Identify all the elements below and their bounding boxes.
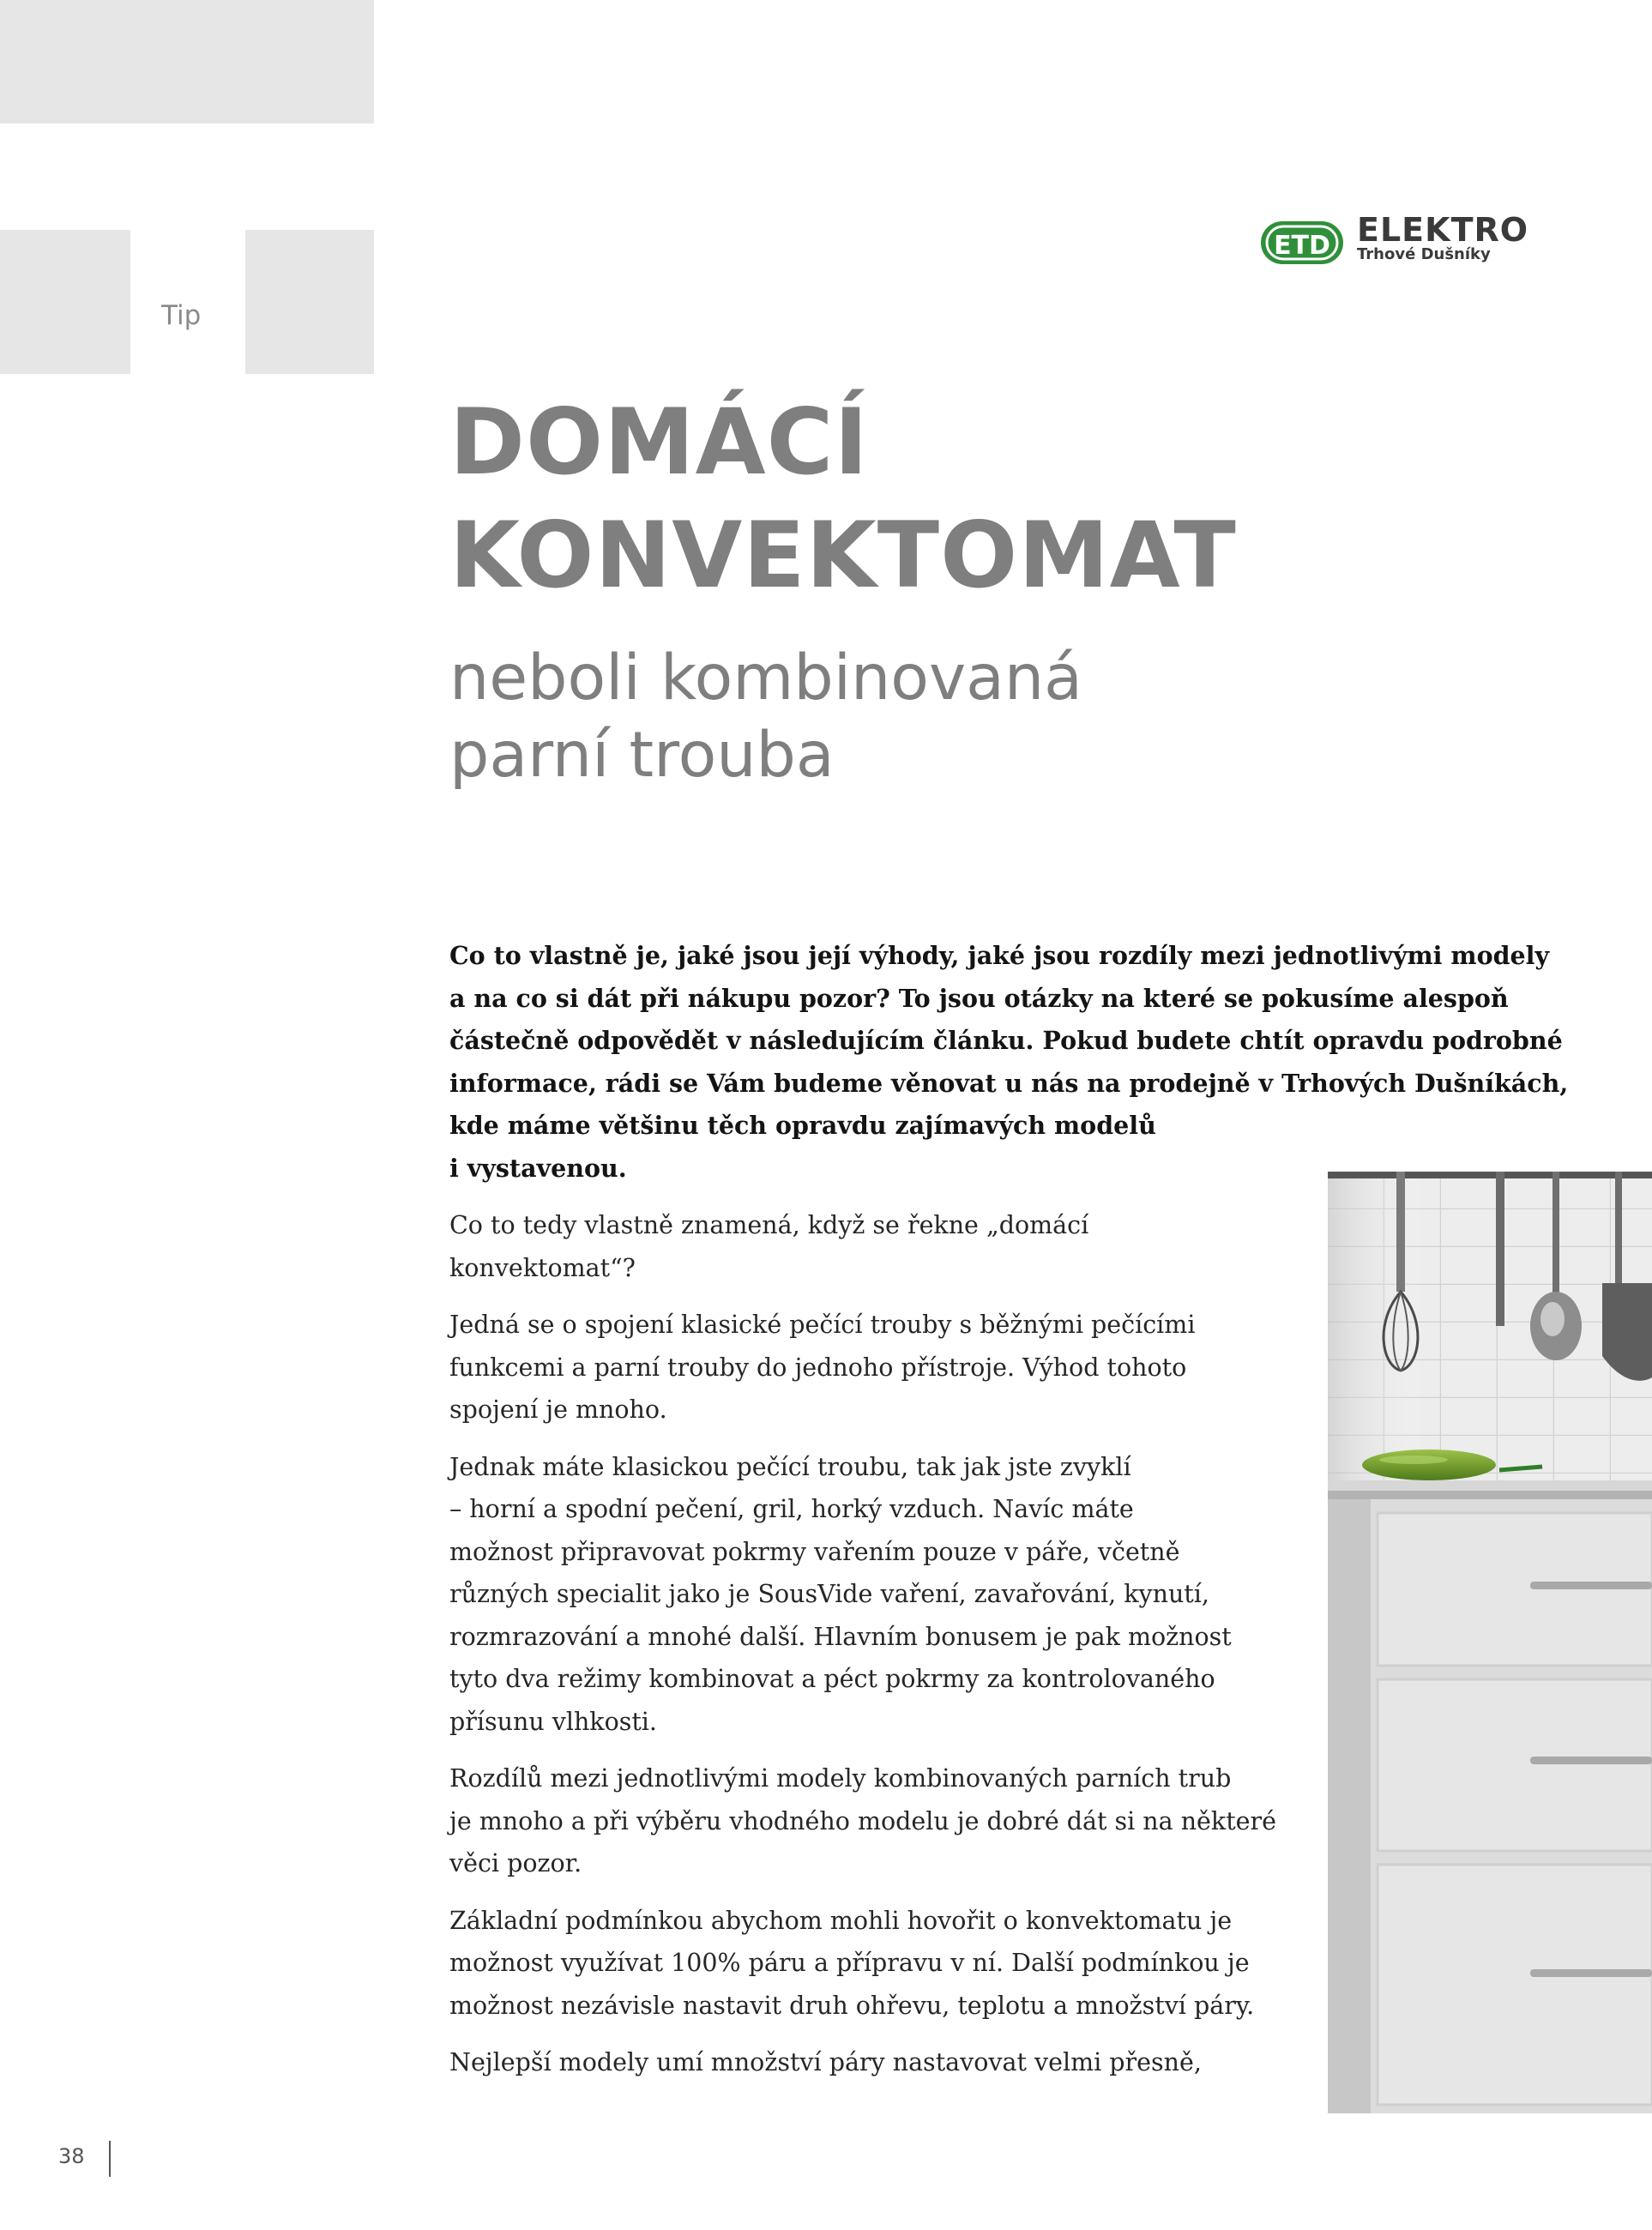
body-paragraph [449, 1304, 1273, 1431]
intro-line: i vystavenou. [449, 1153, 627, 1183]
page-title-line-1: DOMÁCÍ [449, 389, 869, 495]
logo-name: ELEKTRO [1357, 211, 1529, 249]
page-title [449, 386, 1393, 612]
intro-line: a na co si dát při nákupu pozor? To jsou otázky na které se pokusíme alespoň [449, 983, 1509, 1013]
body-line: konvektomat“? [449, 1253, 636, 1282]
intro-line: kde máme většinu těch opravdu zajímavých modelů [449, 1111, 1156, 1140]
body-line: Jednak máte klasickou pečící troubu, tak jak jste zvyklí [449, 1452, 1131, 1481]
article-body [449, 1204, 1277, 2099]
body-paragraph [449, 1757, 1277, 1885]
page-subtitle [449, 640, 1393, 794]
intro-line: informace, rádi se Vám budeme věnovat u nás na prodejně v Trhových Dušníkách, [449, 1068, 1569, 1098]
body-paragraph [449, 1204, 1273, 1289]
decorative-block-left [0, 230, 130, 374]
kitchen-photo [1328, 1172, 1652, 2113]
page-title-line-2: KONVEKTOMAT [449, 503, 1237, 608]
body-line: je mnoho a při výběru vhodného modelu je dobré dát si na některé [449, 1806, 1277, 1835]
logo-location: Trhové Dušníky [1357, 245, 1491, 263]
body-paragraph [449, 1900, 1273, 2028]
body-line: přísunu vlhkosti. [449, 1707, 657, 1736]
section-label: Tip [161, 300, 202, 331]
body-line: rozmrazování a mnohé další. Hlavním bonusem je pak možnost [449, 1622, 1232, 1651]
body-line: Rozdílů mezi jednotlivými modely kombinovaných parních trub [449, 1764, 1232, 1793]
body-line: možnost využívat 100% páru a přípravu v ní. Další podmínkou je [449, 1949, 1250, 1977]
page-number-divider [109, 2141, 111, 2177]
body-paragraph [449, 1446, 1273, 1744]
body-line: Jedná se o spojení klasické pečící trouby s běžnými pečícími [449, 1311, 1196, 1339]
page-subtitle-line-1: neboli kombinovaná [449, 642, 1082, 714]
etd-badge-icon [1259, 216, 1345, 269]
decorative-block-mid [245, 230, 374, 374]
body-line: věci pozor. [449, 1849, 582, 1877]
body-line: funkcemi a parní trouby do jednoho přístroje. Výhod tohoto [449, 1353, 1187, 1382]
body-line: Základní podmínkou abychom mohli hovořit o konvektomatu je [449, 1906, 1233, 1935]
body-line: spojení je mnoho. [449, 1395, 667, 1424]
body-line: různých specialit jako je SousVide vaření, zavařování, kynutí, [449, 1580, 1209, 1608]
body-line: Nejlepší modely umí množství páry nastavovat velmi přesně, [449, 2048, 1202, 2076]
page-number: 38 [58, 2144, 85, 2168]
body-line: Co to tedy vlastně znamená, když se řekne „domácí [449, 1211, 1089, 1239]
body-line: možnost nezávisle nastavit druh ohřevu, teplotu a množství páry. [449, 1991, 1255, 2020]
intro-line: částečně odpovědět v následujícím článku. Pokud budete chtít opravdu podrobné [449, 1026, 1563, 1055]
body-line: možnost připravovat pokrmy vařením pouze v páře, včetně [449, 1537, 1180, 1566]
etd-badge-text: ETD [1274, 231, 1330, 261]
body-paragraph [449, 2041, 1273, 2084]
page-subtitle-line-2: parní trouba [449, 719, 835, 792]
decorative-block-top [0, 0, 374, 124]
intro-paragraph [449, 935, 1569, 1190]
body-line: – horní a spodní pečení, gril, horký vzduch. Navíc máte [449, 1495, 1134, 1523]
intro-line: Co to vlastně je, jaké jsou její výhody, jaké jsou rozdíly mezi jednotlivými modely [449, 941, 1550, 970]
body-line: tyto dva režimy kombinovat a péct pokrmy za kontrolovaného [449, 1665, 1215, 1693]
elektro-logo [1259, 211, 1529, 269]
